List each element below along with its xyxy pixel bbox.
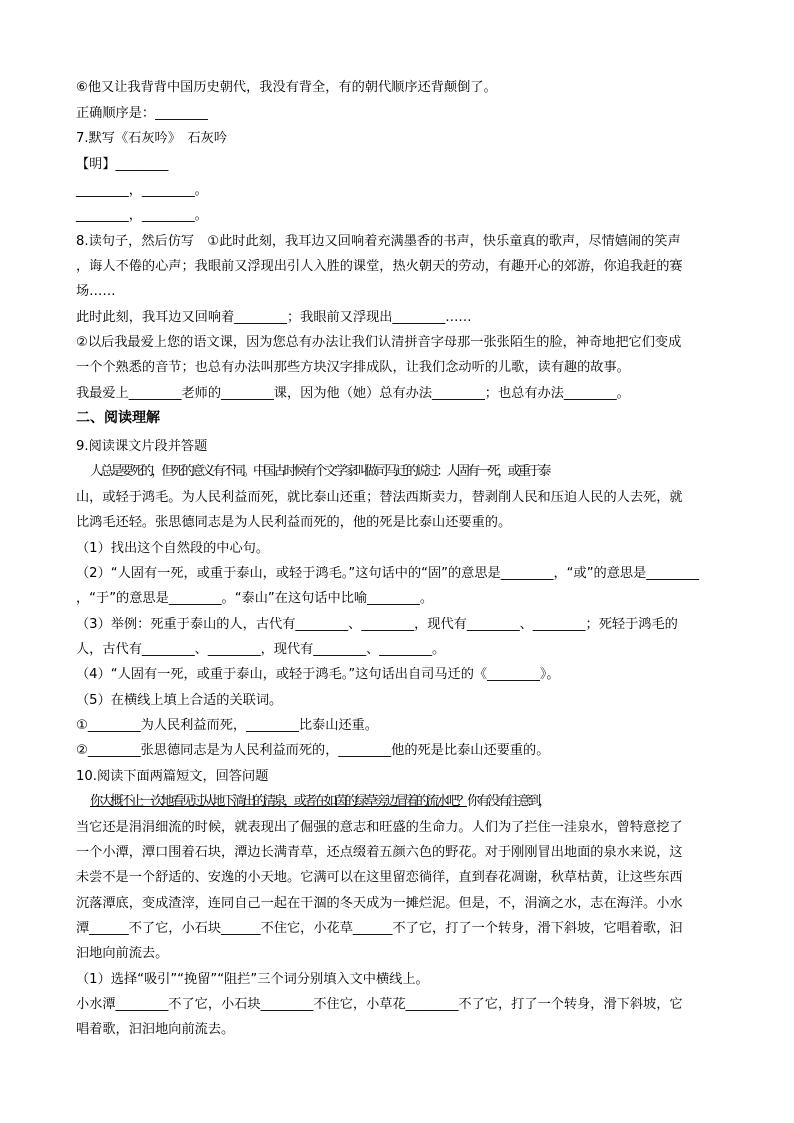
- q8-line-4: 此时此刻，我耳边又回响着________；我眼前又浮现出________……: [76, 310, 472, 325]
- q9-sub4: （4）“人固有一死，或重于泰山，或轻于鸿毛。”这句话出自司马迁的《________》。: [76, 667, 560, 682]
- q8-line-5: ②以后我最爱上您的语文课，因为您总有办法让我们认清拼音字母那一张张陌生的脸，神奇地把它们变成: [76, 335, 682, 350]
- q9-sub5: （5）在横线上填上合适的关联词。: [76, 693, 283, 708]
- q8-line-6: 一个个熟悉的音节；也总有办法叫那些方块汉字排成队，让我们念动听的儿歌，读有趣的故事。: [76, 360, 630, 375]
- q9-sub2-line-2: ，“于”的意思是________。“泰山”在这句话中比喻________。: [76, 591, 434, 606]
- q10-passage-line-1-rest: 你有没有注意到，: [466, 794, 549, 809]
- q8-line-1: 8.读句子，然后仿写 ①此时此刻，我耳边又回响着充满墨香的书声，快乐童真的歌声，尽情嬉闹的笑声: [76, 234, 681, 249]
- q9-passage-line-1: 人总是要死的，但死的意义有不同。中国古时候有个文学家叫做司马迁的说过：人固有一死，或重于泰: [90, 464, 549, 479]
- q10-title: 10.阅读下面两篇短文，回答问题: [76, 769, 269, 784]
- q10-passage-line-7: 汩地向前流去。: [76, 946, 169, 961]
- q10-sub1: （1）选择“吸引”“挽留”“阻拦”三个词分别填入文中横线上。: [76, 972, 429, 987]
- q9-title: 9.阅读课文片段并答题: [76, 439, 208, 454]
- q9-sub2-line-1: （2）“人固有一死，或重于泰山，或轻于鸿毛。”这句话中的“固”的意思是________，“或”的意思是________: [76, 566, 700, 581]
- q9-passage-line-2: 山，或轻于鸿毛。为人民利益而死，就比泰山还重；替法西斯卖力，替剥削人民和压迫人民的人去死，就: [76, 490, 683, 505]
- q10-underlined-sentence: 你大概不止一次地看见过从地下淌出的清泉，或者在如茵的绿草旁边冒着的流水吧？: [90, 794, 467, 809]
- q7-title: 7.默写《石灰吟》 石灰吟: [76, 131, 228, 146]
- q7-author-line: 【明】________: [76, 157, 169, 172]
- q9-sub3-line-1: （3）举例：死重于泰山的人，古代有________、________，现代有________、________；死轻于鸿毛的: [76, 617, 678, 632]
- q7-poem-line-2: ________，________。: [76, 208, 208, 223]
- q9-sub3-line-2: 人，古代有________、________，现代有________、________。: [76, 642, 446, 657]
- q9-passage-line-3: 比鸿毛还轻。张思德同志是为人民利益而死的，他的死是比泰山还要重的。: [76, 515, 512, 530]
- q6-item6: ⑥他又让我背背中国历史朝代，我没有背全，有的朝代顺序还背颠倒了。: [76, 80, 497, 95]
- q9-sub5-item-2: ②________张思德同志是为人民利益而死的，________他的死是比泰山还要重的。: [76, 743, 550, 758]
- q8-line-7: 我最爱上________老师的________课，因为他（她）总有办法________；也总有办法________。: [76, 386, 630, 401]
- q10-passage-line-4: 未尝不是一个舒适的、安逸的小天地。它满可以在这里留恋徜徉，直到春花凋谢，秋草枯黄，让这些东西: [76, 870, 683, 885]
- q10-sub1-answer-line-2: 唱着歌，汩汩地向前流去。: [76, 1022, 235, 1037]
- q8-line-3: 场……: [76, 284, 116, 299]
- q10-passage-line-1: [90, 795, 732, 808]
- q9-sub1: （1）找出这个自然段的中心句。: [76, 541, 270, 556]
- q7-poem-line-1: ________，________。: [76, 183, 208, 198]
- q10-passage-line-2: 当它还是涓涓细流的时候，就表现出了倔强的意志和旺盛的生命力。人们为了拦住一洼泉水，曾特意挖了: [76, 820, 683, 835]
- q10-sub1-answer-line-1: 小水潭________不了它，小石块________不住它，小草花________不了它，打了一个转身，滑下斜坡，它: [76, 997, 683, 1012]
- section-heading-reading: 二、阅读理解: [76, 410, 160, 426]
- q10-passage-line-3: 一个小潭，潭口围着石块，潭边长满青草，还点缀着五颜六色的野花。对于刚刚冒出地面的泉水来说，这: [76, 845, 683, 860]
- q9-sub5-item-1: ①________为人民利益而死，________比泰山还重。: [76, 718, 378, 733]
- q10-passage-line-6: 潭______不了它，小石块______不住它，小花草______不了它，打了一个转身，滑下斜坡，它唱着歌，汩: [76, 921, 683, 936]
- q8-line-2: ，诲人不倦的心声；我眼前又浮现出引人入胜的课堂，热火朝天的劳动，有趣开心的郊游，你追我赶的赛: [76, 259, 683, 274]
- q10-passage-line-5: 沉落潭底，变成渣滓，连同自己一起在干涸的冬天成为一摊烂泥。但是，不，涓滴之水，志在海洋。小水: [76, 896, 683, 911]
- q6-answer-prompt: 正确顺序是：________: [76, 106, 208, 121]
